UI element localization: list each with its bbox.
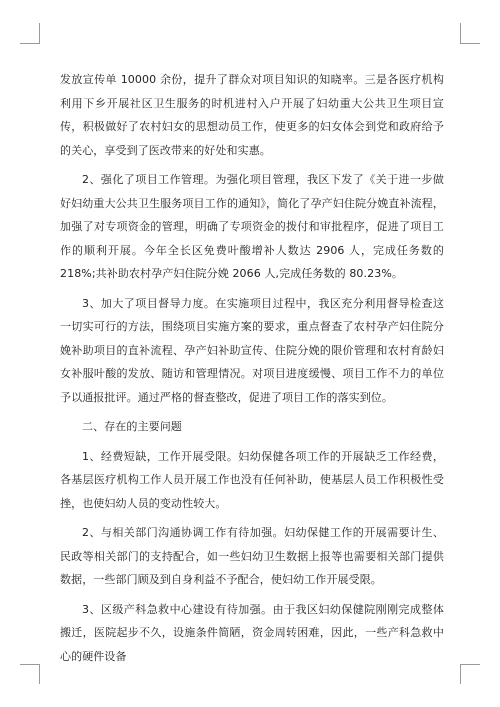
paragraph-emergency-center: 3、区级产科急救中心建设有待加强。由于我区妇幼保健院刚刚完成整体搬迁，医院起步不久，设施条件简陋，资金周转困难，因此，一些产科急救中心的硬件设备 xyxy=(60,602,444,663)
crop-mark-bottom-left-vertical xyxy=(39,664,40,684)
crop-mark-top-left-vertical xyxy=(39,23,40,43)
paragraph-funding-shortage: 1、经费短缺，工作开展受限。妇幼保健各项工作的开展缺乏工作经费，各基层医疗机构工作人员开展工作也没有任何补助，使基层人员工作积极性受挫，也使妇幼人员的变动性较大。 xyxy=(60,449,444,510)
paragraph-project-management: 2、强化了项目工作管理。为强化项目管理，我区下发了《关于进一步做好妇幼重大公共卫生服务项目工作的通知》，简化了孕产妇住院分娩直补流程，加强了对专项资金的管理，明确了专项资金的拨付和审批程序，促进了项目工作的顺利开展。今年全长区免费叶酸增补人数达 2906 人，完成任务数的 218%;共补助农村孕产妇住院分娩 2066 人,完成任务数的 80.23%。 xyxy=(60,173,444,280)
crop-mark-top-left-horizontal xyxy=(20,43,40,44)
crop-mark-top-right-horizontal xyxy=(460,43,480,44)
paragraph-continuation: 发放宣传单 10000 余份，提升了群众对项目知识的知晓率。三是各医疗机构利用下乡开展社区卫生服务的时机进村入户开展了妇幼重大公共卫生项目宣传，积极做好了农村妇女的思想动员工作，使更多的妇女体会到党和政府给予的关心，享受到了医改带来的好处和实惠。 xyxy=(60,73,444,157)
paragraph-coordination: 2、与相关部门沟通协调工作有待加强。妇幼保健工作的开展需要计生、民政等相关部门的支持配合，如一些妇幼卫生数据上报等也需要相关部门提供数据，一些部门顾及到自身利益不予配合，使妇幼工作开展受限。 xyxy=(60,526,444,586)
crop-mark-bottom-left-horizontal xyxy=(20,664,40,665)
section-heading-problems: 二、存在的主要问题 xyxy=(82,420,182,433)
crop-mark-bottom-right-horizontal xyxy=(460,664,480,665)
crop-mark-top-right-vertical xyxy=(460,23,461,43)
paragraph-supervision: 3、加大了项目督导力度。在实施项目过程中，我区充分利用督导检查这一切实可行的方法，围绕项目实施方案的要求，重点督查了农村孕产妇住院分娩补助项目的直补流程、孕产妇补助宣传、住院分娩的限价管理和农村育龄妇女补服叶酸的发放、随访和管理情况。对项目进度缓慢、项目工作不力的单位予以通报批评。通过严格的督查整改，促进了项目工作的落实到位。 xyxy=(60,296,444,404)
crop-mark-bottom-right-vertical xyxy=(460,664,461,684)
document-body xyxy=(60,68,444,668)
